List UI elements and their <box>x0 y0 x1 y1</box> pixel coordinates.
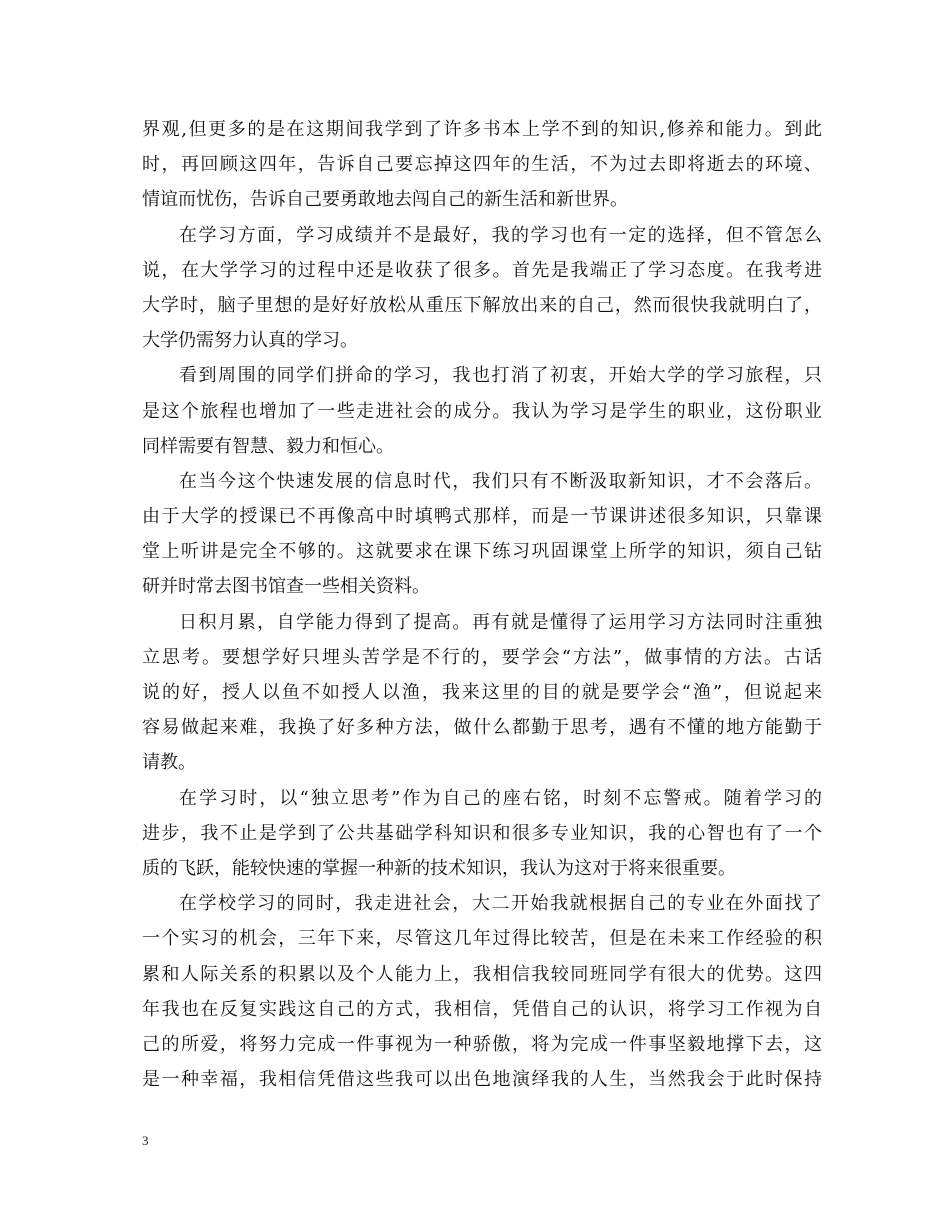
text-line: 累和人际关系的积累以及个人能力上，我相信我较同班同学有很大的优势。这四 <box>142 963 822 985</box>
paragraph <box>142 358 822 464</box>
document-body <box>142 112 822 1097</box>
text-line: 在学校学习的同时，我走进社会，大二开始我就根据自己的专业在外面找了 <box>179 893 822 915</box>
text-line: 在当今这个快速发展的信息时代，我们只有不断汲取新知识，才不会落后。 <box>179 470 822 492</box>
text-line: 质的飞跃，能较快速的掌握一种新的技术知识，我认为这对于将来很重要。 <box>142 857 736 879</box>
paragraph <box>142 112 822 218</box>
text-line: 看到周围的同学们拼命的学习，我也打消了初衷，开始大学的学习旅程，只 <box>179 365 822 387</box>
text-line: 研并时常去图书馆查一些相关资料。 <box>142 576 430 598</box>
text-line: 在学习方面，学习成绩并不是最好，我的学习也有一定的选择，但不管怎么 <box>179 224 822 246</box>
paragraph <box>142 781 822 887</box>
text-line: 堂上听讲是完全不够的。这就要求在课下练习巩固课堂上所学的知识，须自己钻 <box>142 541 822 563</box>
text-line: 说，在大学学习的过程中还是收获了很多。首先是我端正了学习态度。在我考进 <box>142 259 822 281</box>
paragraph <box>142 886 822 1097</box>
text-line: 是这个旅程也增加了一些走进社会的成分。我认为学习是学生的职业，这份职业 <box>142 400 822 422</box>
paragraph <box>142 218 822 359</box>
page-number: 3 <box>142 1133 149 1148</box>
text-line: 年我也在反复实践这自己的方式，我相信，凭借自己的认识，将学习工作视为自 <box>142 998 822 1020</box>
text-line: 大学仍需努力认真的学习。 <box>142 330 358 352</box>
text-line: 时，再回顾这四年，告诉自己要忘掉这四年的生活，不为过去即将逝去的环境、 <box>142 154 822 176</box>
text-line: 由于大学的授课已不再像高中时填鸭式那样，而是一节课讲述很多知识，只靠课 <box>142 506 822 528</box>
text-line: 在学习时，以“独立思考”作为自己的座右铭，时刻不忘警戒。随着学习的 <box>179 787 822 809</box>
text-line: 同样需要有智慧、毅力和恒心。 <box>142 435 394 457</box>
text-line: 情谊而忧伤，告诉自己要勇敢地去闯自己的新生活和新世界。 <box>142 189 628 211</box>
text-line: 立思考。要想学好只埋头苦学是不行的，要学会“方法”，做事情的方法。古话 <box>142 646 822 668</box>
text-line: 说的好，授人以鱼不如授人以渔，我来这里的目的就是要学会“渔”，但说起来 <box>142 682 822 703</box>
text-line: 是一种幸福，我相信凭借这些我可以出色地演绎我的人生，当然我会于此时保持 <box>142 1069 822 1091</box>
text-line: 进步，我不止是学到了公共基础学科知识和很多专业知识，我的心智也有了一个 <box>142 822 822 844</box>
text-line: 界观,但更多的是在这期间我学到了许多书本上学不到的知识,修养和能力。到此 <box>142 119 822 140</box>
text-line: 日积月累，自学能力得到了提高。再有就是懂得了运用学习方法同时注重独 <box>179 611 822 633</box>
text-line: 大学时，脑子里想的是好好放松从重压下解放出来的自己，然而很快我就明白了， <box>142 294 822 316</box>
text-line: 己的所爱，将努力完成一件事视为一种骄傲，将为完成一件事坚毅地撑下去，这 <box>142 1033 822 1055</box>
text-line: 一个实习的机会，三年下来，尽管这几年过得比较苦，但是在未来工作经验的积 <box>142 928 822 950</box>
text-line: 请教。 <box>142 752 196 774</box>
paragraph <box>142 605 822 781</box>
paragraph <box>142 464 822 605</box>
text-line: 容易做起来难，我换了好多种方法，做什么都勤于思考，遇有不懂的地方能勤于 <box>142 717 822 739</box>
